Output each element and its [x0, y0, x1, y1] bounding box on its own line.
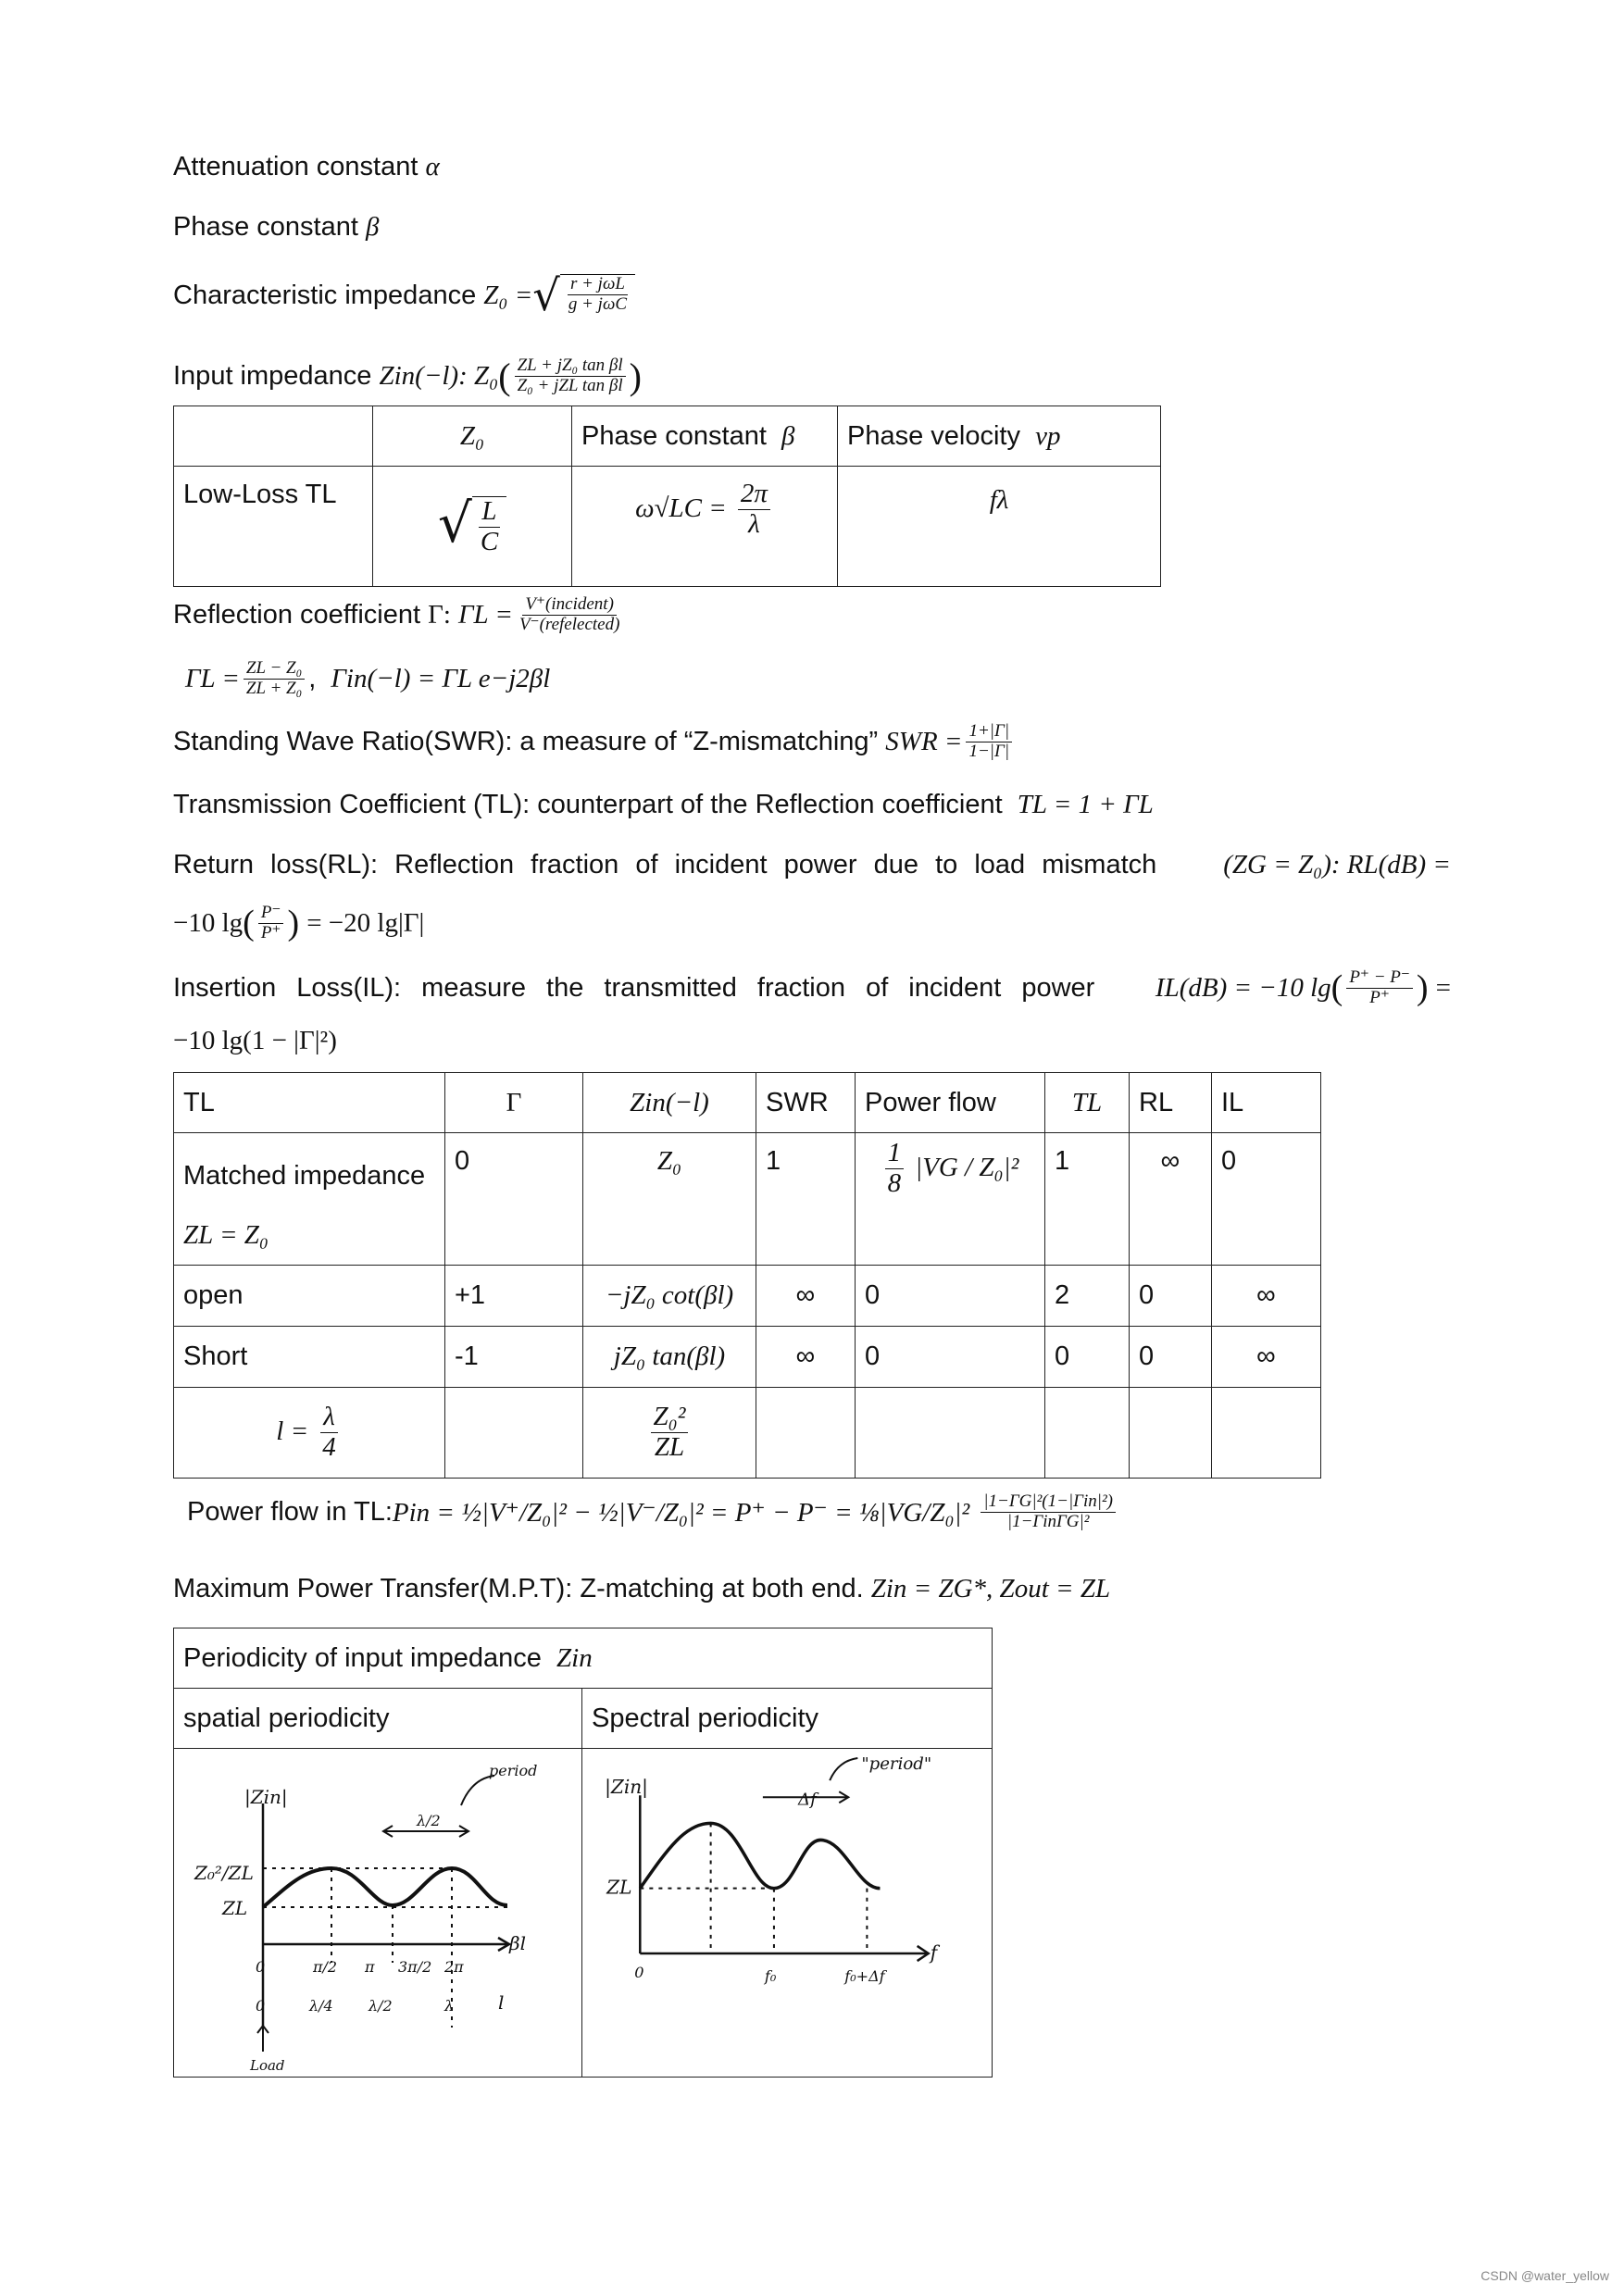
spatial-load-label: Load	[250, 2056, 285, 2074]
power-flow-den: |1−ΓinΓG|²	[1006, 1511, 1090, 1531]
periodicity-title-cell	[174, 1628, 993, 1689]
periodicity-sketch-row	[174, 1749, 993, 2078]
tl-matched-label-cell	[174, 1133, 445, 1266]
tl-header-row	[174, 1073, 1321, 1133]
tl-open-gamma: +1	[445, 1266, 583, 1327]
low-loss-header-z0: Z₀	[373, 406, 572, 467]
char-impedance-label: Characteristic impedance	[173, 280, 477, 310]
swr-label: Standing Wave Ratio(SWR): a measure of “Z-mismatching”	[173, 726, 879, 756]
spatial-l-label: l	[498, 1990, 505, 2014]
attenuation-symbol: α	[425, 152, 440, 181]
spatial-periodicity-sketch	[174, 1750, 581, 2076]
tl-quarter-gamma	[445, 1388, 583, 1479]
low-loss-header-phase-symbol: β	[781, 420, 795, 451]
tl-open-rl: 0	[1130, 1266, 1212, 1327]
tl-quarter-den: 4	[322, 1432, 336, 1462]
spectral-axes	[640, 1795, 928, 1961]
low-loss-beta-fraction	[738, 480, 770, 540]
swr-fraction	[966, 722, 1012, 762]
insertion-loss-line1: Insertion Loss(IL): measure the transmitted fraction of incident power IL(dB) = −10 lg ( $\frac{P^+ - P^-}{P^+}$ ) =	[173, 967, 1451, 1007]
spectral-x-tick-1: f₀	[764, 1967, 777, 1986]
spectral-y-tick: ZL	[606, 1876, 632, 1899]
low-loss-z0-sqrt: √ $\frac{L}{C}$	[438, 496, 506, 557]
phase-symbol: β	[365, 212, 380, 242]
low-loss-header-velocity	[838, 406, 1161, 467]
spatial-l-tick-1: λ/4	[309, 1996, 333, 2015]
return-loss-line2: −10 lg ( $\frac{P^-}{P^+}$ ) = −20 lg|Γ|	[173, 902, 425, 942]
spatial-l-tick-2: λ/2	[369, 1996, 393, 2015]
reflection-symbol: Γ:	[428, 599, 451, 630]
tl-quarter-rl	[1130, 1388, 1212, 1479]
reflection-gl-fraction	[244, 659, 305, 699]
tl-quarter-fraction	[319, 1403, 339, 1463]
spatial-x-label: βl	[509, 1931, 526, 1954]
periodicity-title-row	[174, 1628, 993, 1689]
return-loss-rhs: = −20 lg|Γ|	[306, 907, 425, 938]
tl-quarter-tl	[1045, 1388, 1130, 1479]
tl-matched-power-fraction	[885, 1139, 905, 1199]
return-loss-condition: (ZG = Z₀): RL(dB) =	[1223, 850, 1451, 880]
low-loss-beta-cell	[572, 467, 838, 587]
tl-open-il: ∞	[1212, 1266, 1321, 1327]
mpt-formula: Zin = ZG*, Zout = ZL	[870, 1574, 1111, 1603]
spectral-x-label: f	[930, 1941, 938, 1965]
input-impedance-label: Input impedance	[173, 361, 372, 391]
low-loss-z0-cell	[373, 467, 572, 587]
tl-header-gamma: Γ	[445, 1073, 583, 1133]
reflection-gl-lhs: ΓL =	[185, 663, 240, 693]
insertion-loss-text: Insertion Loss(IL): measure the transmitted fraction of incident power	[173, 972, 1095, 1003]
reflection-gl-den: ZL + Z₀	[245, 678, 303, 698]
periodicity-right-header: Spectral periodicity	[582, 1689, 993, 1749]
tl-quarter-zin-den: ZL	[654, 1432, 685, 1462]
tl-matched-label: Matched impedance	[183, 1161, 426, 1191]
low-loss-z0-fraction	[478, 497, 501, 557]
tl-open-tl: 2	[1045, 1266, 1130, 1327]
phase-line	[173, 212, 379, 243]
input-impedance-den: Z₀ + jZL tan βl	[517, 376, 623, 395]
swr-lhs: SWR =	[885, 726, 963, 756]
input-impedance-lhs: Zin(−l): Z₀	[379, 361, 499, 391]
spatial-l-tick-3: λ	[444, 1996, 455, 2015]
return-loss-den: P⁺	[260, 922, 281, 942]
power-flow-formula: Pin = ½|V⁺/Z₀|² − ½|V⁻/Z₀|² = P⁺ − P⁻ = ⅛|VG/Z₀|²	[392, 1497, 970, 1528]
low-loss-z0-den: C	[480, 526, 499, 556]
low-loss-header-row	[174, 406, 1161, 467]
tl-open-swr: ∞	[756, 1266, 856, 1327]
tl-short-tl: 0	[1045, 1327, 1130, 1388]
tl-header-zin: Zin(−l)	[583, 1073, 756, 1133]
input-impedance-num: ZL + jZ₀ tan βl	[515, 356, 626, 377]
return-loss-text: Return loss(RL): Reflection fraction of incident power due to load mismatch	[173, 850, 1157, 880]
swr-den: 1−|Γ|	[968, 741, 1010, 761]
spatial-half-lambda: λ/2	[417, 1811, 441, 1829]
low-loss-header-blank	[174, 406, 373, 467]
spatial-curve	[263, 1868, 507, 1907]
tl-table	[173, 1072, 1321, 1479]
spectral-delta-label: Δf	[798, 1790, 817, 1810]
tl-open-label: open	[174, 1266, 445, 1327]
spatial-l-tick-0: 0	[256, 1996, 266, 2015]
reflection-gin: Γin(−l) = ΓL e−j2βl	[331, 663, 551, 693]
reflection-den: V⁻(refelected)	[518, 614, 620, 634]
low-loss-beta-den: λ	[748, 508, 760, 539]
reflection-gl-num: ZL − Z₀	[244, 659, 305, 680]
return-loss-lhs: −10 lg	[173, 907, 244, 938]
spatial-axes	[263, 1803, 509, 2028]
tl-row-open	[174, 1266, 1321, 1327]
tl-quarter-power	[856, 1388, 1045, 1479]
low-loss-vp-cell: fλ	[838, 467, 1161, 587]
return-loss-fraction	[258, 904, 284, 943]
insertion-loss-rhs: =	[1435, 972, 1451, 1003]
tl-open-zin: −jZ₀ cot(βl)	[583, 1266, 756, 1327]
tl-short-zin: jZ₀ tan(βl)	[583, 1327, 756, 1388]
insertion-loss-den: P⁺	[1369, 987, 1390, 1007]
tl-matched-power-den: 8	[887, 1167, 902, 1198]
char-impedance-num: r + jωL	[568, 275, 628, 295]
low-loss-beta-lhs: ω√LC =	[635, 493, 727, 524]
char-impedance-line	[173, 270, 635, 320]
tl-matched-power-abs: |VG / Z₀|²	[915, 1153, 1019, 1183]
low-loss-row-label: Low-Loss TL	[174, 467, 373, 587]
tl-quarter-il	[1212, 1388, 1321, 1479]
tl-short-label: Short	[174, 1327, 445, 1388]
low-loss-header-phase-label: Phase constant	[581, 420, 767, 451]
tl-row-matched	[174, 1133, 1321, 1266]
tl-matched-swr: 1	[756, 1133, 856, 1266]
reflection-num: V⁺(incident)	[522, 595, 617, 616]
tl-matched-il: 0	[1212, 1133, 1321, 1266]
tl-row-quarter	[174, 1388, 1321, 1479]
tl-short-gamma: -1	[445, 1327, 583, 1388]
reflection-label: Reflection coefficient	[173, 599, 421, 630]
spatial-load-arrow	[257, 2026, 269, 2052]
insertion-loss-num: P⁺ − P⁻	[1346, 968, 1413, 989]
tl-matched-sublabel: ZL = Z₀	[183, 1220, 269, 1250]
tl-header-power: Power flow	[856, 1073, 1045, 1133]
spatial-x-tick-0: 0	[256, 1957, 266, 1976]
swr-line	[173, 722, 1016, 762]
power-flow-line	[187, 1492, 1119, 1532]
tl-quarter-label-cell	[174, 1388, 445, 1479]
low-loss-header-velocity-label: Phase velocity	[847, 420, 1020, 451]
low-loss-header-velocity-symbol: vp	[1035, 420, 1061, 451]
return-loss-line1	[173, 850, 1451, 880]
spatial-x-tick-3: 3π/2	[398, 1957, 432, 1976]
tl-header-transmission: TL	[1045, 1073, 1130, 1133]
spatial-x-tick-2: π	[365, 1957, 375, 1976]
spectral-period-label: "period"	[861, 1754, 932, 1775]
mpt-line	[173, 1574, 1110, 1604]
transmission-formula: TL = 1 + ΓL	[1017, 790, 1154, 819]
attenuation-label: Attenuation constant	[173, 152, 418, 181]
input-impedance-fraction	[515, 356, 626, 396]
spatial-x-tick-4: 2π	[444, 1957, 464, 1976]
tl-matched-power-cell	[856, 1133, 1045, 1266]
low-loss-table	[173, 406, 1161, 587]
phase-label: Phase constant	[173, 212, 358, 242]
low-loss-z0-num: L	[479, 497, 499, 528]
return-loss-num: P⁻	[258, 904, 284, 924]
tl-quarter-num: λ	[320, 1403, 338, 1433]
input-impedance-line: Input impedance Zin(−l): Z₀ ( $\frac{\text{ZL + jZ₀ tan βl}}{\text{Z₀ + jZL tan βl}}$ )	[173, 356, 642, 397]
spatial-period-label: period	[489, 1761, 538, 1779]
reflection-lhs: ΓL =	[458, 599, 513, 630]
tl-matched-gamma: 0	[445, 1133, 583, 1266]
low-loss-header-phase	[572, 406, 838, 467]
tl-matched-zin: Z₀	[583, 1133, 756, 1266]
low-loss-beta-num: 2π	[738, 480, 770, 510]
attenuation-line	[173, 152, 440, 182]
spectral-x-tick-2: f₀+Δf	[844, 1967, 885, 1986]
reflection-fraction	[517, 595, 622, 635]
tl-matched-tl: 1	[1045, 1133, 1130, 1266]
transmission-line	[173, 790, 1154, 820]
reflection-gl-line: ΓL = $\frac{\text{ZL − Z₀}}{\text{ZL + Z₀}}$ , Γin(−l) = ΓL e−j2βl	[185, 658, 551, 698]
spectral-sketch-cell	[582, 1749, 993, 2078]
insertion-loss-line2	[173, 1026, 337, 1056]
tl-short-rl: 0	[1130, 1327, 1212, 1388]
tl-quarter-zin-cell	[583, 1388, 756, 1479]
tl-header-swr: SWR	[756, 1073, 856, 1133]
char-impedance-sqrt: √ $\frac{\text{r + jωL}}{\text{g + jωC}}$	[532, 274, 635, 317]
periodicity-title-symbol: Zin	[556, 1642, 593, 1673]
tl-matched-rl: ∞	[1130, 1133, 1212, 1266]
insertion-loss-line2-formula: −10 lg(1 − |Γ|²)	[173, 1026, 337, 1055]
spectral-curve	[640, 1823, 880, 1888]
char-impedance-lhs: Z₀ =	[483, 280, 533, 310]
tl-quarter-zin-fraction	[651, 1403, 689, 1463]
periodicity-title: Periodicity of input impedance	[183, 1642, 542, 1673]
spatial-y-tick-high: Z₀²/ZL	[194, 1861, 254, 1884]
swr-num: 1+|Γ|	[966, 722, 1012, 742]
insertion-loss-lhs: IL(dB) = −10 lg	[1155, 972, 1331, 1003]
periodicity-table	[173, 1628, 993, 2078]
tl-short-swr: ∞	[756, 1327, 856, 1388]
watermark: CSDN @water_yellow	[1480, 2268, 1609, 2283]
spectral-y-label: |Zin|	[605, 1776, 648, 1799]
power-flow-fraction	[981, 1492, 1116, 1532]
spectral-x-tick-0: 0	[634, 1964, 644, 1982]
spatial-sketch-cell	[174, 1749, 582, 2078]
char-impedance-den: g + jωC	[568, 293, 628, 314]
spectral-periodicity-sketch	[582, 1749, 992, 2077]
mpt-label: Maximum Power Transfer(M.P.T): Z-matching at both end.	[173, 1574, 864, 1603]
reflection-line	[173, 595, 626, 635]
tl-short-power: 0	[856, 1327, 1045, 1388]
tl-quarter-swr	[756, 1388, 856, 1479]
tl-quarter-lhs: l =	[276, 1416, 309, 1447]
power-flow-label: Power flow in TL:	[187, 1496, 393, 1527]
insertion-loss-fraction	[1346, 968, 1413, 1008]
tl-header-rl: RL	[1130, 1073, 1212, 1133]
transmission-label: Transmission Coefficient (TL): counterpart of the Reflection coefficient	[173, 790, 1003, 819]
tl-header-il: IL	[1212, 1073, 1321, 1133]
low-loss-row	[174, 467, 1161, 587]
tl-open-power: 0	[856, 1266, 1045, 1327]
tl-short-il: ∞	[1212, 1327, 1321, 1388]
tl-header-tl: TL	[174, 1073, 445, 1133]
tl-quarter-zin-num: Z₀²	[651, 1403, 689, 1433]
tl-matched-power-num: 1	[885, 1139, 905, 1169]
spatial-x-tick-1: π/2	[313, 1957, 338, 1976]
periodicity-header-row	[174, 1689, 993, 1749]
periodicity-left-header: spatial periodicity	[174, 1689, 582, 1749]
power-flow-num: |1−ΓG|²(1−|Γin|²)	[981, 1492, 1116, 1513]
spatial-y-tick-low: ZL	[222, 1896, 248, 1919]
tl-row-short	[174, 1327, 1321, 1388]
char-impedance-fraction	[566, 275, 630, 317]
spatial-y-label: |Zin|	[244, 1785, 288, 1808]
